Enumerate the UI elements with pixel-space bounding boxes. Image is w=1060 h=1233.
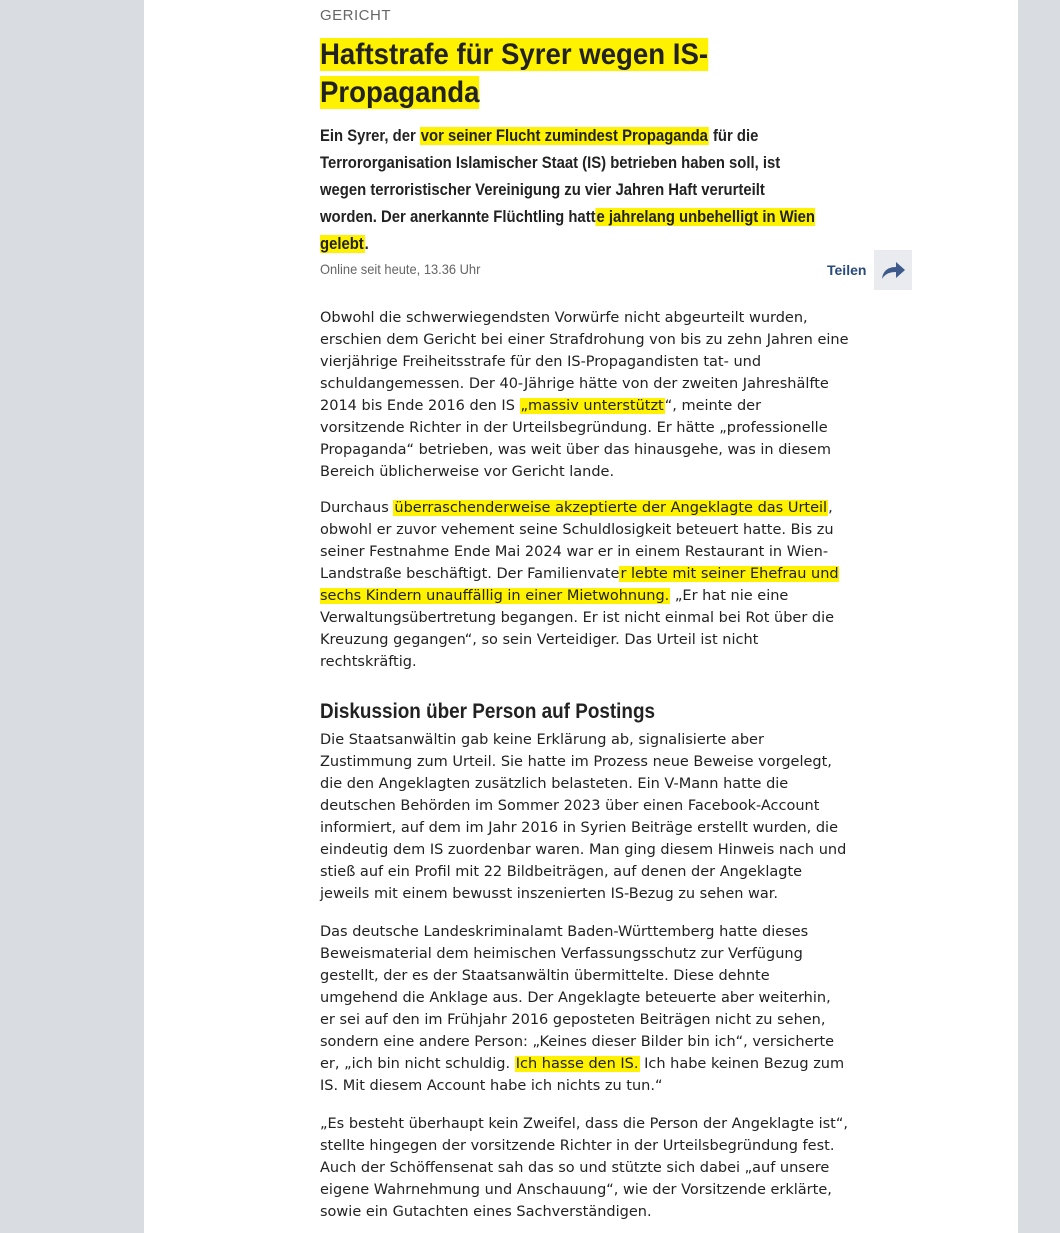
share-button[interactable] — [827, 250, 912, 290]
article-headline — [320, 36, 798, 112]
lead-highlight-1: vor seiner Flucht zumindest Propaganda — [420, 127, 708, 145]
p2-highlight-1: überraschenderweise akzeptierte der Angeklagte das Urteil — [394, 500, 828, 516]
article-kicker: GERICHT — [320, 7, 391, 24]
section-heading: Diskussion über Person auf Postings — [320, 700, 656, 723]
paragraph-text: „Es besteht überhaupt kein Zweifel, dass die Person der Angeklagte ist“, stellte hingegen der vorsitzende Richter in der Urteilsbegründung fest. Auch der Schöffensenat sah das so und stützte sich dabei „auf unsere eigene Wahrnehmung und Anschauung“, wie der Vorsitzende erklärte, sowie ein Gutachten eines Sachverständigen. — [320, 1116, 848, 1220]
p2-highlight-2: r lebte mit seiner Ehefrau und sechs Kindern unauffällig in einer Mietwohnung. — [320, 566, 839, 604]
paragraph-text: , obwohl er zuvor vehement seine Schuldlosigkeit beteuert hatte. Bis zu seiner Festnahme Ende Mai 2024 war er in einem Restaurant in Wien-Landstraße beschäftigt. Der Familienvate — [320, 500, 834, 582]
paragraph-text: Obwohl die schwerwiegendsten Vorwürfe nicht abgeurteilt wurden, erschien dem Gericht bei einer Strafdrohung von bis zu zehn Jahren eine vierjährige Freiheitsstrafe für den IS-Propagandisten tat- und schuldangemessen. Der 40-Jährige hätte von der zweiten Jahreshälfte 2014 bis Ende 2016 den IS — [320, 310, 849, 414]
article-lead — [320, 123, 824, 258]
lead-text: . — [364, 235, 369, 253]
lead-text: Ein Syrer, der — [320, 127, 420, 145]
share-label[interactable]: Teilen — [827, 262, 867, 278]
headline-highlight: Haftstrafe für Syrer wegen IS-Propaganda — [320, 38, 709, 109]
paragraph-5 — [320, 1113, 850, 1223]
paragraph-text: Durchaus — [320, 500, 394, 516]
lead-text: für die Terrororganisation Islamischer Staat (IS) betrieben haben soll, ist wegen terroristischer Vereinigung zu vier Jahren Haft verurteilt worden. Der anerkannte Flüchtling hatt — [320, 127, 781, 226]
paragraph-1 — [320, 307, 850, 483]
p4-highlight: Ich hasse den IS. — [515, 1056, 639, 1072]
paragraph-text: Das deutsche Landeskriminalamt Baden-Württemberg hatte dieses Beweismaterial dem heimischen Verfassungsschutz zur Verfügung gestellt, der es der Staatsanwältin übermittelte. Diese dehnte umgehend die Anklage aus. Der Angeklagte beteuerte aber weiterhin, er sei auf den im Frühjahr 2016 geposteten Beiträgen nicht zu sehen, sondern eine andere Person: „Keines dieser Bilder bin ich“, versicherte er, „ich bin nicht schuldig. — [320, 924, 835, 1072]
paragraph-text: “, meinte der vorsitzende Richter in der Urteilsbegründung. Er hätte „professionelle Propaganda“ betrieben, was weit über das hinausgehe, was in diesem Bereich üblicherweise vor Gericht lande. — [320, 398, 831, 480]
publish-time: Online seit heute, 13.36 Uhr — [320, 261, 481, 277]
paragraph-2 — [320, 497, 850, 673]
paragraph-3 — [320, 729, 850, 905]
paragraph-text: Ich habe keinen Bezug zum IS. Mit diesem Account habe ich nichts zu tun.“ — [320, 1056, 845, 1094]
paragraph-text: Die Staatsanwältin gab keine Erklärung ab, signalisierte aber Zustimmung zum Urteil. Sie hatte im Prozess neue Beweise vorgelegt, die den Angeklagten zusätzlich belasteten. Ein V-Mann hatte die deutschen Behörden im Sommer 2023 über einen Facebook-Account informiert, auf dem im Jahr 2016 in Syrien Beiträge erstellt wurden, die eindeutig dem IS zuordenbar waren. Man ging diesem Hinweis nach und stieß auf ein Profil mit 22 Bildbeiträgen, auf denen der Angeklagte jeweils mit einem bewusst inszenierten IS-Bezug zu sehen war. — [320, 732, 847, 902]
paragraph-text: „Er hat nie eine Verwaltungsübertretung begangen. Er ist nicht einmal bei Rot über die Kreuzung gegangen“, so sein Verteidiger. Das Urteil ist nicht rechtskräftig. — [320, 588, 835, 670]
share-arrow-icon[interactable] — [874, 250, 912, 290]
paragraph-4 — [320, 921, 850, 1097]
lead-highlight-2: e jahrelang unbehelligt in Wien gelebt — [320, 208, 815, 253]
p1-highlight: „massiv unterstützt — [520, 398, 664, 414]
